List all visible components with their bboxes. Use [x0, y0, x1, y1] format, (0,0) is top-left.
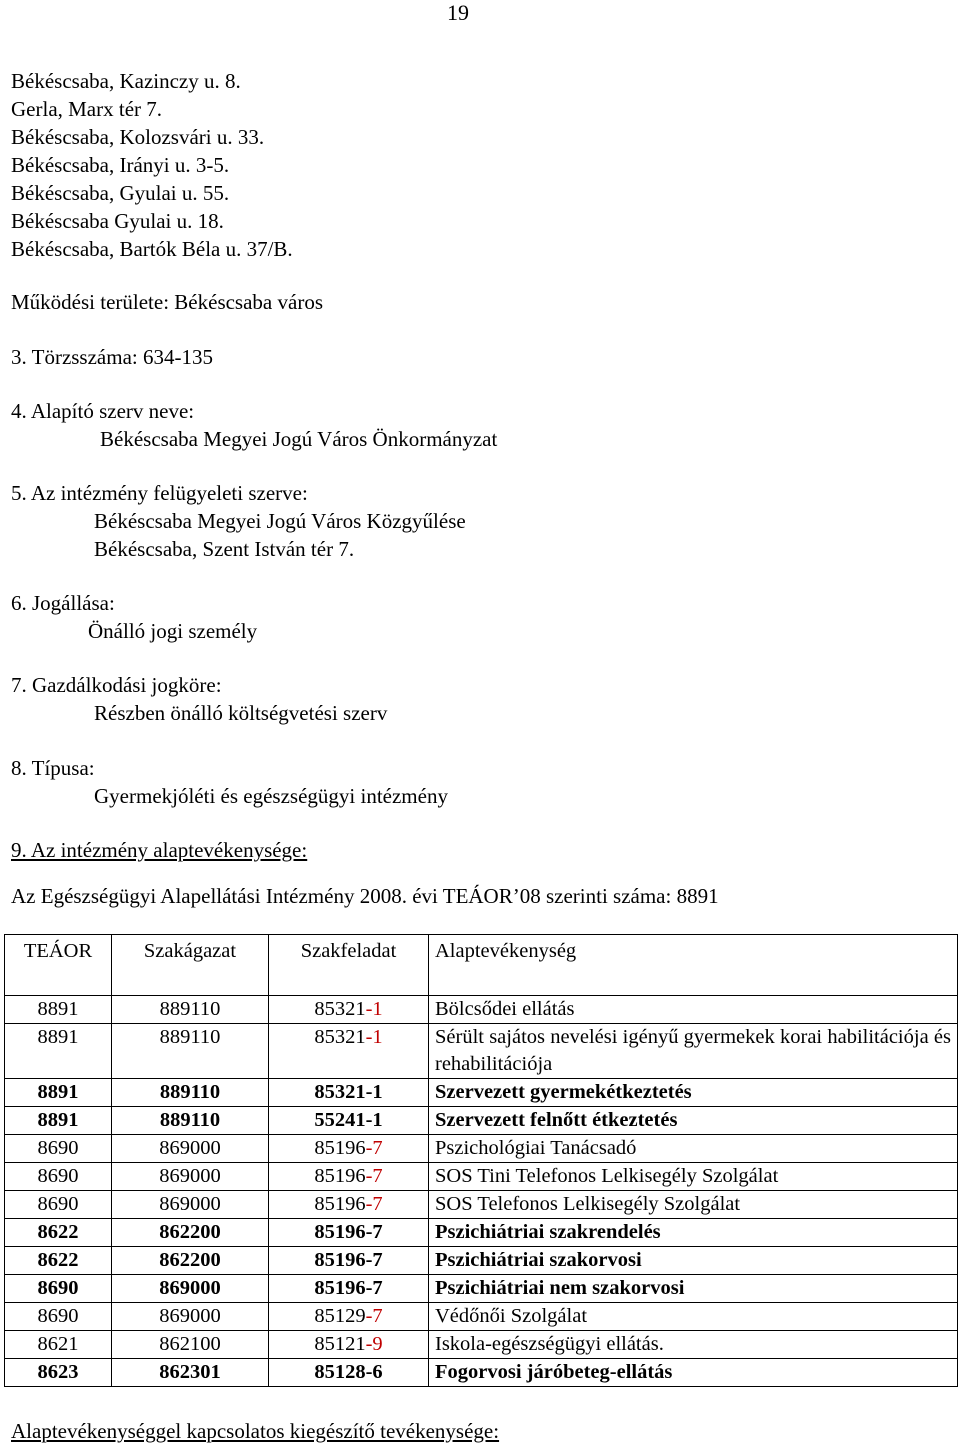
table-row: [5, 1135, 958, 1163]
address-line: Békéscsaba, Kolozsvári u. 33.: [11, 125, 265, 149]
szakfeladat-suffix: -1: [365, 998, 383, 1020]
cell-szakfeladat: [269, 1219, 429, 1247]
szakfeladat-suffix: -1: [365, 1026, 383, 1048]
cell-teaor: 8690: [5, 1303, 112, 1331]
cell-szakfeladat: [269, 1359, 429, 1387]
cell-teaor: 8690: [5, 1191, 112, 1219]
cell-szakagazat: 869000: [112, 1275, 269, 1303]
cell-szakfeladat: [269, 1247, 429, 1275]
szakfeladat-main: 85196: [314, 1221, 366, 1243]
cell-teaor: 8891: [5, 1079, 112, 1107]
table-row: [5, 1247, 958, 1275]
supervisor-value: Békéscsaba Megyei Jogú Város Közgyűlése: [94, 509, 466, 533]
cell-szakagazat: 862100: [112, 1331, 269, 1359]
cell-teaor: 8690: [5, 1275, 112, 1303]
table-row: [5, 1303, 958, 1331]
cell-szakagazat: 889110: [112, 1024, 269, 1079]
operating-area: Működési területe: Békéscsaba város: [11, 290, 323, 314]
header-szakagazat: Szakágazat: [112, 935, 269, 996]
szakfeladat-suffix: -7: [365, 1249, 383, 1271]
cell-teaor: 8622: [5, 1219, 112, 1247]
header-teaor: TEÁOR: [5, 935, 112, 996]
cell-alaptevekenyseg: Szervezett gyermekétkeztetés: [429, 1079, 958, 1107]
cell-szakagazat: 869000: [112, 1303, 269, 1331]
cell-szakagazat: 889110: [112, 1079, 269, 1107]
cell-szakfeladat: [269, 996, 429, 1024]
szakfeladat-main: 85196: [314, 1193, 366, 1215]
cell-szakagazat: 869000: [112, 1163, 269, 1191]
cell-szakagazat: 862200: [112, 1219, 269, 1247]
szakfeladat-suffix: -9: [365, 1333, 383, 1355]
address-line: Békéscsaba Gyulai u. 18.: [11, 209, 224, 233]
cell-szakfeladat: [269, 1163, 429, 1191]
header-alaptevekenyseg: Alaptevékenység: [429, 935, 958, 996]
supplementary-activity-heading: Alaptevékenységgel kapcsolatos kiegészítő tevékenysége:: [11, 1419, 500, 1443]
cell-teaor: 8690: [5, 1135, 112, 1163]
szakfeladat-suffix: -7: [365, 1165, 383, 1187]
founder-heading: 4. Alapító szerv neve:: [11, 399, 195, 423]
szakfeladat-main: 85321: [314, 1081, 366, 1103]
cell-alaptevekenyseg: SOS Telefonos Lelkisegély Szolgálat: [429, 1191, 958, 1219]
supervisor-address: Békéscsaba, Szent István tér 7.: [94, 537, 355, 561]
cell-alaptevekenyseg: Pszichológiai Tanácsadó: [429, 1135, 958, 1163]
szakfeladat-main: 85196: [314, 1249, 366, 1271]
address-line: Gerla, Marx tér 7.: [11, 97, 163, 121]
cell-szakagazat: 869000: [112, 1191, 269, 1219]
address-line: Békéscsaba, Irányi u. 3-5.: [11, 153, 230, 177]
table-row: [5, 1163, 958, 1191]
szakfeladat-main: 85196: [314, 1137, 366, 1159]
table-row: [5, 996, 958, 1024]
szakfeladat-main: 85196: [314, 1165, 366, 1187]
founder-value: Békéscsaba Megyei Jogú Város Önkormányzat: [100, 427, 498, 451]
teaor-intro: Az Egészségügyi Alapellátási Intézmény 2008. évi TEÁOR’08 szerinti száma: 8891: [11, 884, 719, 908]
cell-alaptevekenyseg: Pszichiátriai szakorvosi: [429, 1247, 958, 1275]
legal-status-heading: 6. Jogállása:: [11, 591, 115, 615]
cell-alaptevekenyseg: Fogorvosi járóbeteg-ellátás: [429, 1359, 958, 1387]
cell-alaptevekenyseg: Bölcsődei ellátás: [429, 996, 958, 1024]
core-activity-heading: 9. Az intézmény alaptevékenysége:: [11, 838, 308, 862]
address-line: Békéscsaba, Bartók Béla u. 37/B.: [11, 237, 293, 261]
szakfeladat-suffix: -6: [365, 1361, 383, 1383]
address-line: Békéscsaba, Gyulai u. 55.: [11, 181, 230, 205]
table-row: [5, 1275, 958, 1303]
cell-alaptevekenyseg: Iskola-egészségügyi ellátás.: [429, 1331, 958, 1359]
cell-teaor: 8891: [5, 996, 112, 1024]
cell-szakfeladat: [269, 1024, 429, 1079]
cell-szakfeladat: [269, 1275, 429, 1303]
table-row: [5, 1024, 958, 1079]
szakfeladat-suffix: -7: [365, 1193, 383, 1215]
szakfeladat-main: 85129: [314, 1305, 366, 1327]
cell-teaor: 8622: [5, 1247, 112, 1275]
type-heading: 8. Típusa:: [11, 756, 95, 780]
szakfeladat-suffix: -1: [365, 1081, 383, 1103]
table-row: [5, 1331, 958, 1359]
header-szakfeladat: Szakfeladat: [269, 935, 429, 996]
table-row: [5, 1079, 958, 1107]
cell-szakagazat: 862200: [112, 1247, 269, 1275]
table-row: [5, 1219, 958, 1247]
table-row: [5, 1191, 958, 1219]
cell-alaptevekenyseg: Sérült sajátos nevelési igényű gyermekek korai habilitációja és rehabilitációja: [429, 1024, 958, 1079]
cell-teaor: 8891: [5, 1024, 112, 1079]
cell-teaor: 8891: [5, 1107, 112, 1135]
cell-teaor: 8623: [5, 1359, 112, 1387]
management-heading: 7. Gazdálkodási jogköre:: [11, 673, 222, 697]
szakfeladat-suffix: -7: [365, 1277, 383, 1299]
table-row: [5, 1359, 958, 1387]
legal-status-value: Önálló jogi személy: [88, 619, 258, 643]
registry-number: 3. Törzsszáma: 634-135: [11, 345, 213, 369]
page-number: 19: [447, 0, 469, 25]
szakfeladat-main: 85196: [314, 1277, 366, 1299]
cell-szakagazat: 869000: [112, 1135, 269, 1163]
szakfeladat-suffix: -1: [365, 1109, 383, 1131]
supervisor-heading: 5. Az intézmény felügyeleti szerve:: [11, 481, 308, 505]
szakfeladat-suffix: -7: [365, 1137, 383, 1159]
cell-teaor: 8621: [5, 1331, 112, 1359]
cell-szakfeladat: [269, 1331, 429, 1359]
cell-szakfeladat: [269, 1107, 429, 1135]
cell-alaptevekenyseg: Pszichiátriai szakrendelés: [429, 1219, 958, 1247]
szakfeladat-main: 55241: [314, 1109, 366, 1131]
cell-szakfeladat: [269, 1191, 429, 1219]
szakfeladat-suffix: -7: [365, 1305, 383, 1327]
szakfeladat-main: 85321: [314, 998, 366, 1020]
management-value: Részben önálló költségvetési szerv: [94, 701, 388, 725]
cell-szakagazat: 862301: [112, 1359, 269, 1387]
teaor-table: [4, 934, 958, 1387]
szakfeladat-main: 85121: [314, 1333, 366, 1355]
type-value: Gyermekjóléti és egészségügyi intézmény: [94, 784, 448, 808]
cell-szakagazat: 889110: [112, 996, 269, 1024]
cell-alaptevekenyseg: Szervezett felnőtt étkeztetés: [429, 1107, 958, 1135]
cell-szakagazat: 889110: [112, 1107, 269, 1135]
table-header-row: [5, 935, 958, 996]
szakfeladat-main: 85321: [314, 1026, 366, 1048]
szakfeladat-main: 85128: [314, 1361, 366, 1383]
cell-alaptevekenyseg: Védőnői Szolgálat: [429, 1303, 958, 1331]
cell-alaptevekenyseg: Pszichiátriai nem szakorvosi: [429, 1275, 958, 1303]
cell-szakfeladat: [269, 1135, 429, 1163]
cell-szakfeladat: [269, 1303, 429, 1331]
cell-teaor: 8690: [5, 1163, 112, 1191]
table-row: [5, 1107, 958, 1135]
cell-alaptevekenyseg: SOS Tini Telefonos Lelkisegély Szolgálat: [429, 1163, 958, 1191]
cell-szakfeladat: [269, 1079, 429, 1107]
szakfeladat-suffix: -7: [365, 1221, 383, 1243]
address-line: Békéscsaba, Kazinczy u. 8.: [11, 69, 241, 93]
